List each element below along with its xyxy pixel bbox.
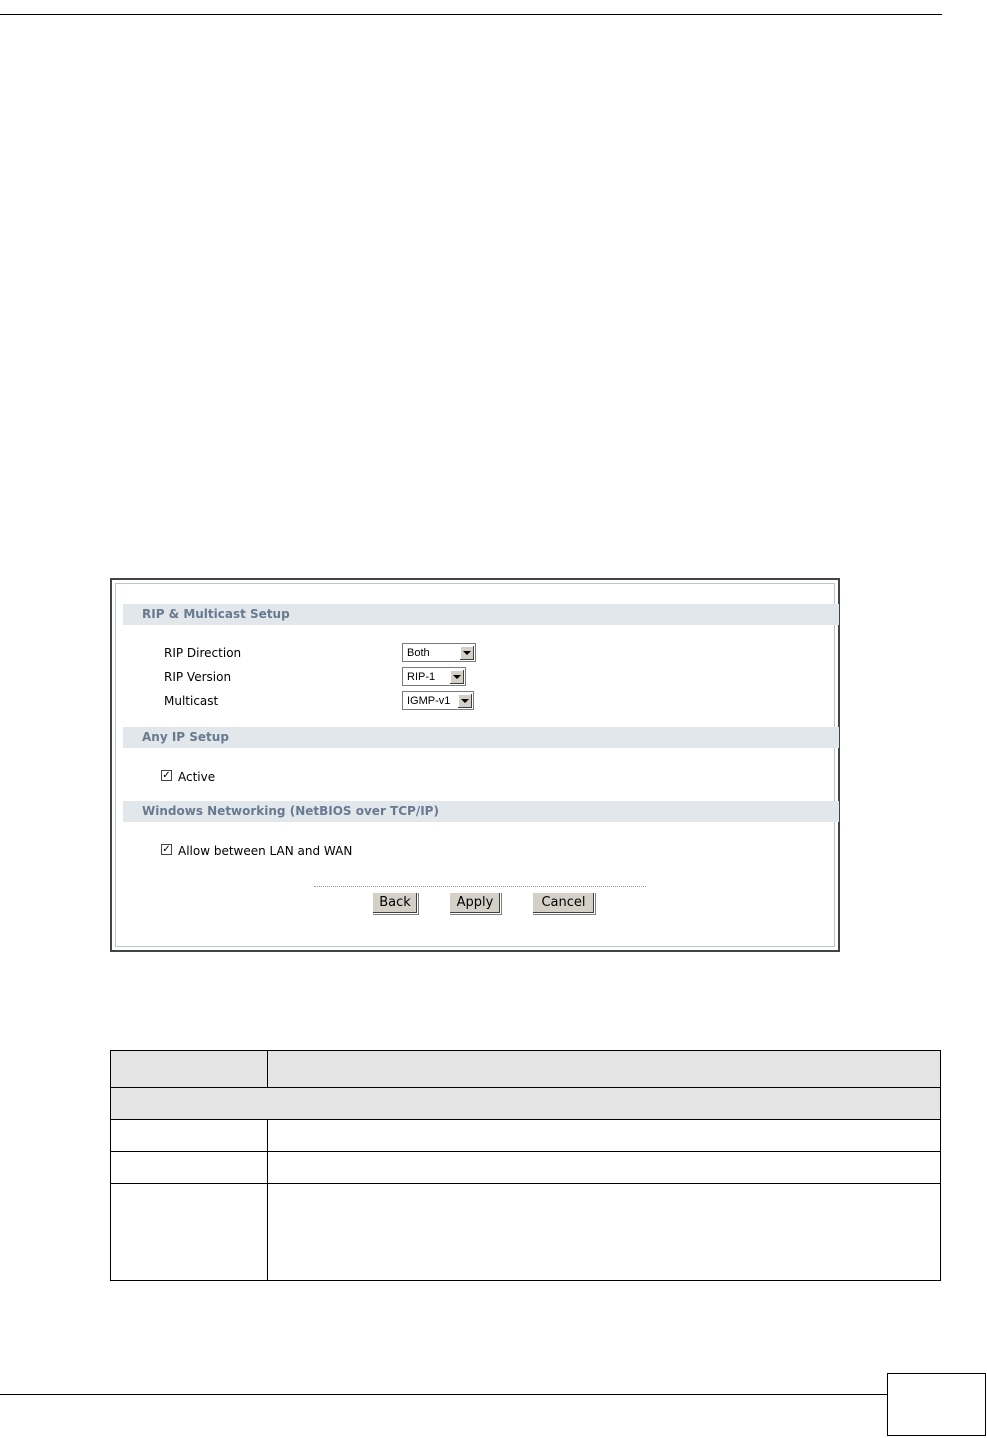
dropdown-arrow-icon[interactable] [449, 669, 464, 684]
table-row [111, 1120, 941, 1152]
rip-direction-label: RIP Direction [164, 646, 242, 660]
cancel-button[interactable]: Cancel [532, 892, 595, 914]
table-row [111, 1152, 941, 1184]
table-header-cell [268, 1051, 941, 1088]
page-number-box [887, 1373, 986, 1436]
table-cell [111, 1120, 268, 1152]
check-mark-icon: ✓ [162, 844, 171, 855]
rip-version-select[interactable] [402, 667, 466, 686]
lan-advanced-screen [110, 578, 840, 952]
rip-direction-select[interactable] [402, 643, 476, 662]
allow-lan-wan-checkbox[interactable] [161, 844, 172, 855]
multicast-value: IGMP-v1 [407, 695, 451, 707]
multicast-select[interactable] [402, 691, 474, 710]
multicast-label: Multicast [164, 694, 219, 708]
header-rule [0, 14, 942, 15]
footer-rule [0, 1394, 888, 1395]
table-header-cell [111, 1051, 268, 1088]
active-checkbox[interactable] [161, 770, 172, 781]
button-divider [314, 886, 646, 887]
table-header-row [111, 1051, 941, 1088]
check-mark-icon: ✓ [162, 770, 171, 781]
allow-lan-wan-label: Allow between LAN and WAN [178, 844, 353, 858]
rip-version-value: RIP-1 [407, 671, 436, 683]
any-ip-section-header: Any IP Setup [123, 727, 839, 748]
table-cell [111, 1152, 268, 1184]
table-section-row [111, 1088, 941, 1120]
table-cell [268, 1184, 941, 1281]
dropdown-arrow-icon[interactable] [459, 645, 474, 660]
back-button[interactable]: Back [372, 892, 418, 914]
rip-version-label: RIP Version [164, 670, 232, 684]
table-cell [268, 1152, 941, 1184]
rip-direction-value: Both [407, 647, 430, 659]
table-cell [268, 1120, 941, 1152]
table-cell [111, 1184, 268, 1281]
table-row [111, 1184, 941, 1281]
screen-content [115, 583, 835, 947]
netbios-section-header: Windows Networking (NetBIOS over TCP/IP) [123, 801, 839, 822]
table-section-cell [111, 1088, 941, 1120]
apply-button[interactable]: Apply [449, 892, 501, 914]
field-description-table [110, 1050, 941, 1281]
dropdown-arrow-icon[interactable] [457, 693, 472, 708]
rip-multicast-section-header: RIP & Multicast Setup [123, 604, 839, 625]
active-label: Active [178, 770, 216, 784]
